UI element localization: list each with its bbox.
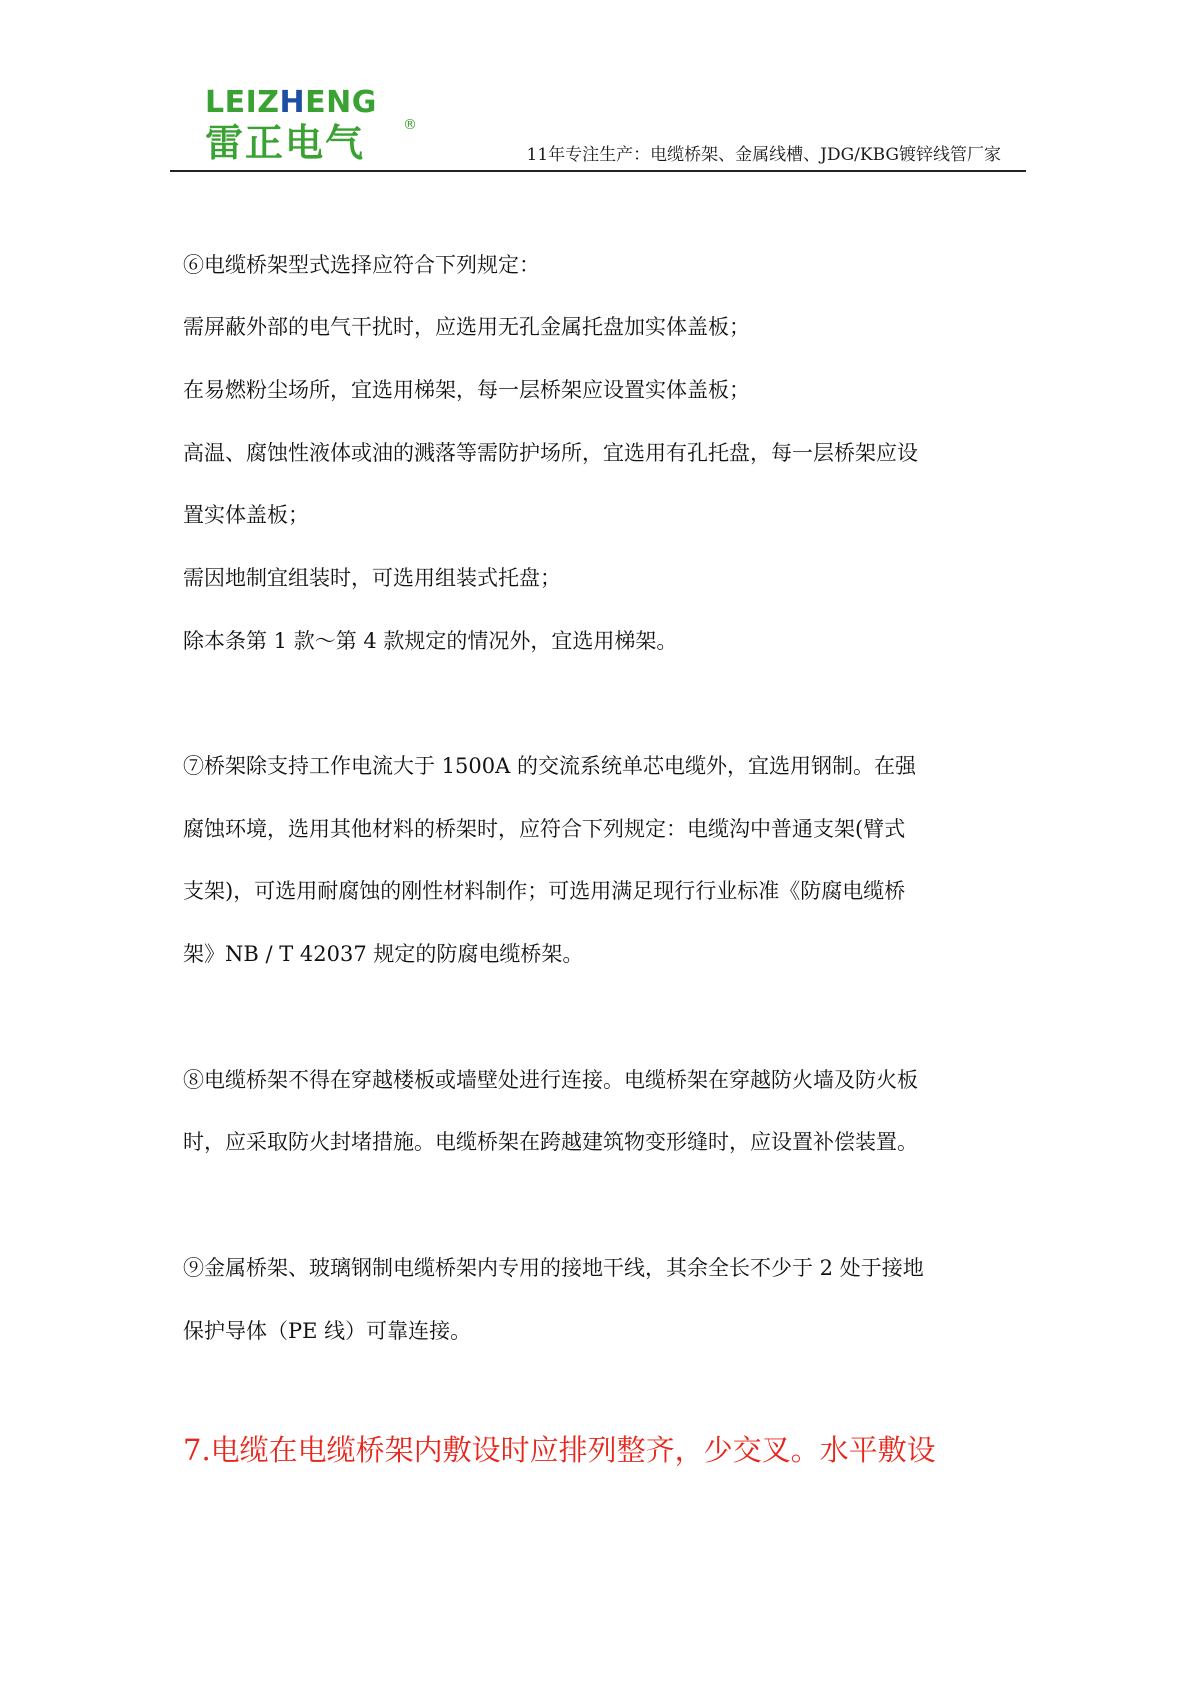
company-logo xyxy=(205,85,417,166)
section-7-line-3: 支架)，可选用耐腐蚀的刚性材料制作；可选用满足现行行业标准《防腐电缆桥 xyxy=(183,879,906,903)
header-tagline: 11年专注生产：电缆桥架、金属线槽、JDG/KBG镀锌线管厂家 xyxy=(526,145,1001,165)
section-7-line-1: ⑦桥架除支持工作电流大于 1500A 的交流系统单芯电缆外，宜选用钢制。在强 xyxy=(183,754,916,778)
section-6-item-4: 需因地制宜组装时，可选用组装式托盘； xyxy=(183,566,561,590)
section-9-line-2: 保护导体（PE 线）可靠连接。 xyxy=(183,1319,472,1343)
section-6-item-3-cont: 置实体盖板； xyxy=(183,503,309,527)
section-6-item-5: 除本条第 1 款～第 4 款规定的情况外，宜选用梯架。 xyxy=(183,629,678,653)
logo-chinese-wordmark: 雷正电气 xyxy=(205,121,366,165)
header-divider xyxy=(170,170,1026,172)
section-6-item-2: 在易燃粉尘场所，宜选用梯架，每一层桥架应设置实体盖板； xyxy=(183,378,750,402)
registered-mark: ® xyxy=(403,117,417,133)
section-6-item-3: 高温、腐蚀性液体或油的溅落等需防护场所，宜选用有孔托盘，每一层桥架应设 xyxy=(183,441,918,465)
page-header xyxy=(170,80,1026,172)
section-8-line-2: 时，应采取防火封堵措施。电缆桥架在跨越建筑物变形缝时，应设置补偿装置。 xyxy=(183,1130,918,1154)
section-6-title: ⑥电缆桥架型式选择应符合下列规定： xyxy=(183,253,540,277)
section-7-line-2: 腐蚀环境，选用其他材料的桥架时，应符合下列规定：电缆沟中普通支架(臂式 xyxy=(183,817,906,841)
section-9-line-1: ⑨金属桥架、玻璃钢制电缆桥架内专用的接地干线，其余全长不少于 2 处于接地 xyxy=(183,1256,924,1280)
section-6-item-1: 需屏蔽外部的电气干扰时，应选用无孔金属托盘加实体盖板； xyxy=(183,315,750,339)
section-8-line-1: ⑧电缆桥架不得在穿越楼板或墙壁处进行连接。电缆桥架在穿越防火墙及防火板 xyxy=(183,1068,918,1092)
logo-english-wordmark: LEIZHENG xyxy=(205,85,377,120)
section-heading-7: 7.电缆在电缆桥架内敷设时应排列整齐，少交叉。水平敷设 xyxy=(183,1433,936,1467)
section-7-line-4: 架》NB / T 42037 规定的防腐电缆桥架。 xyxy=(183,942,584,966)
